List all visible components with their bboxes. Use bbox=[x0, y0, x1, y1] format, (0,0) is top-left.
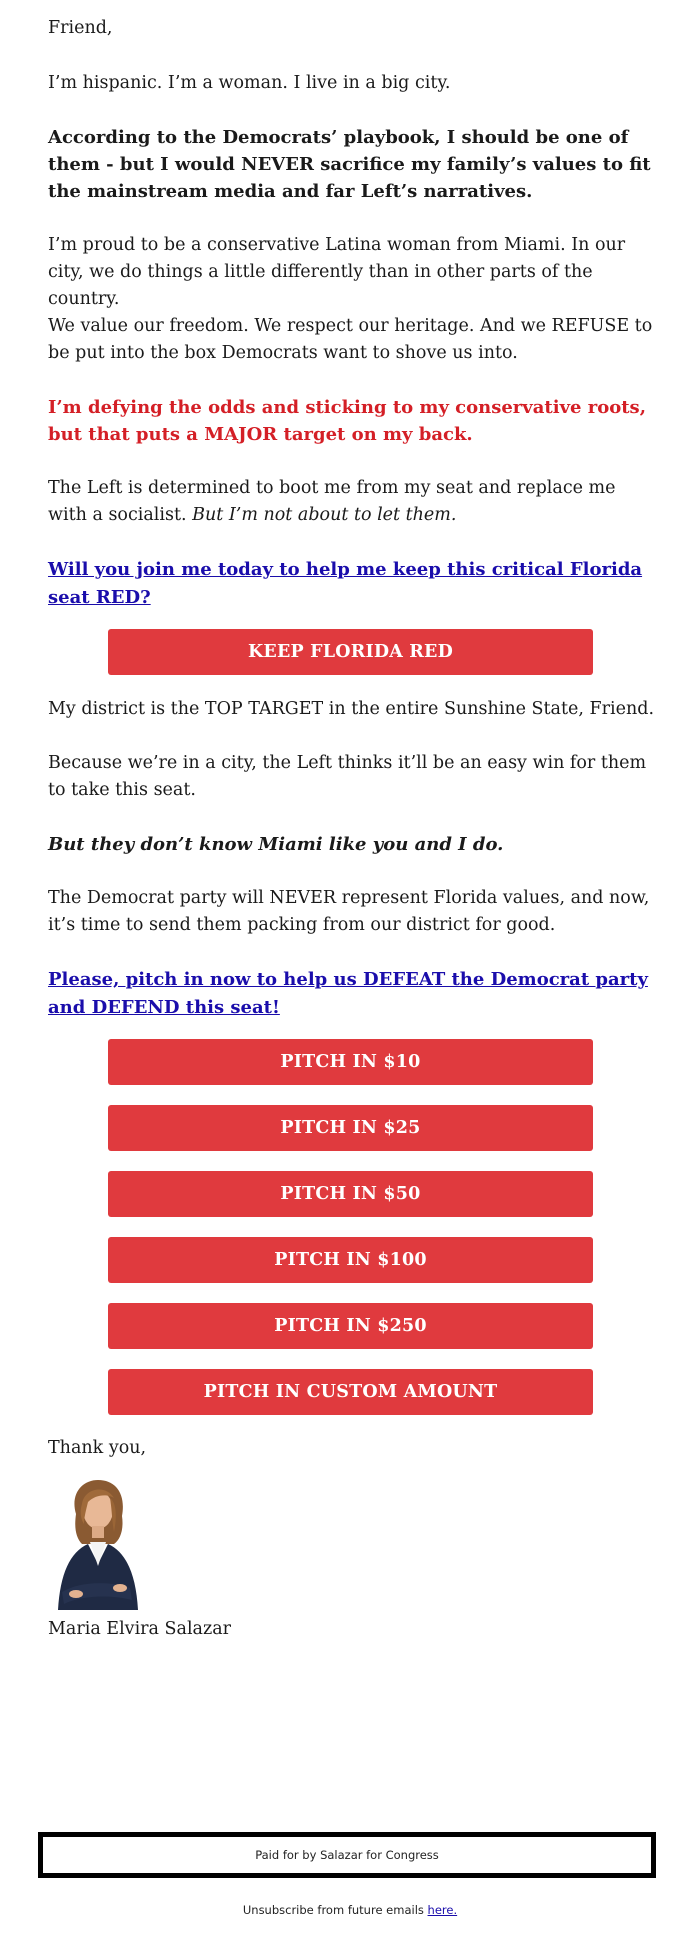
join-paragraph bbox=[48, 556, 658, 612]
pitch-in-custom-button[interactable]: PITCH IN CUSTOM AMOUNT bbox=[108, 1369, 593, 1415]
pitch-paragraph bbox=[48, 966, 658, 1022]
district-paragraph: My district is the TOP TARGET in the entire Sunshine State, Friend. bbox=[48, 699, 655, 719]
freedom-paragraph: We value our freedom. We respect our heritage. And we REFUSE to be put into the box Democrats want to shove us into. bbox=[48, 316, 653, 363]
candidate-photo bbox=[48, 1474, 143, 1610]
proud-paragraph: I’m proud to be a conservative Latina woman from Miami. In our city, we do things a little differently than in other parts of the country. bbox=[48, 235, 626, 309]
thank-you: Thank you, bbox=[48, 1438, 147, 1458]
not-about-text: But I’m not about to let them. bbox=[192, 505, 457, 525]
pitch-in-250-button[interactable]: PITCH IN $250 bbox=[108, 1303, 593, 1349]
pitch-in-link[interactable]: Please, pitch in now to help us DEFEAT the Democrat party and DEFEND this seat! bbox=[48, 969, 648, 1018]
left-paragraph bbox=[48, 475, 658, 529]
unsubscribe-text: Unsubscribe from future emails bbox=[242, 1903, 424, 1917]
playbook-paragraph: According to the Democrats’ playbook, I should be one of them - but I would NEVER sacrifice my family’s values to fit the mainstream media and far Left’s narratives. bbox=[48, 127, 651, 202]
unsubscribe-link[interactable]: here. bbox=[427, 1903, 458, 1917]
city-paragraph: Because we’re in a city, the Left thinks it’ll be an easy win for them to take this seat. bbox=[48, 753, 647, 800]
miami-paragraph: But they don’t know Miami like you and I do. bbox=[48, 834, 504, 855]
pitch-in-10-button[interactable]: PITCH IN $10 bbox=[108, 1039, 593, 1085]
signature: Maria Elvira Salazar bbox=[48, 1619, 231, 1639]
unsubscribe-line bbox=[0, 1903, 700, 1917]
defying-paragraph: I’m defying the odds and sticking to my conservative roots, but that puts a MAJOR target on my back. bbox=[48, 397, 646, 445]
keep-florida-red-button[interactable]: KEEP FLORIDA RED bbox=[108, 629, 593, 675]
pitch-in-50-button[interactable]: PITCH IN $50 bbox=[108, 1171, 593, 1217]
join-link[interactable]: Will you join me today to help me keep this critical Florida seat RED? bbox=[48, 559, 643, 608]
pitch-in-25-button[interactable]: PITCH IN $25 bbox=[108, 1105, 593, 1151]
paid-for-text: Paid for by Salazar for Congress bbox=[255, 1848, 439, 1862]
greeting: Friend, bbox=[48, 18, 113, 38]
intro-paragraph: I’m hispanic. I’m a woman. I live in a big city. bbox=[48, 73, 451, 93]
paid-for-box bbox=[38, 1832, 656, 1878]
democrat-paragraph: The Democrat party will NEVER represent Florida values, and now, it’s time to send them packing from our district for good. bbox=[48, 888, 650, 935]
pitch-in-100-button[interactable]: PITCH IN $100 bbox=[108, 1237, 593, 1283]
left-determined-text: The Left is determined to boot me from my seat and replace me with a socialist. bbox=[48, 478, 616, 525]
